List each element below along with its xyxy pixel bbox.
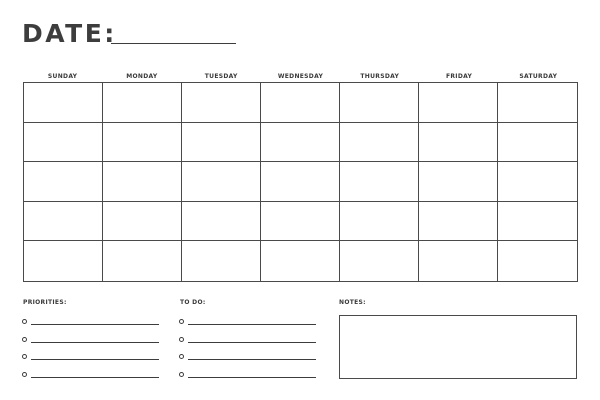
todo-item (179, 351, 319, 369)
priority-entry-line[interactable] (31, 377, 159, 378)
todo-entry-line[interactable] (188, 377, 316, 378)
weekday-header-wednesday: WEDNESDAY (277, 73, 324, 80)
calendar-day-cell[interactable] (24, 83, 103, 123)
calendar-day-cell[interactable] (498, 202, 577, 242)
circle-bullet-icon (22, 319, 27, 324)
calendar-day-cell[interactable] (261, 241, 340, 281)
calendar-day-cell[interactable] (182, 202, 261, 242)
calendar-day-cell[interactable] (261, 83, 340, 123)
calendar-day-cell[interactable] (340, 83, 419, 123)
calendar-day-cell[interactable] (24, 241, 103, 281)
calendar-day-cell[interactable] (103, 241, 182, 281)
calendar-day-cell[interactable] (182, 83, 261, 123)
circle-bullet-icon (179, 319, 184, 324)
circle-bullet-icon (179, 372, 184, 377)
calendar-day-cell[interactable] (498, 162, 577, 202)
priority-entry-line[interactable] (31, 324, 159, 325)
todo-entry-line[interactable] (188, 324, 316, 325)
calendar-day-cell[interactable] (419, 83, 498, 123)
calendar-day-cell[interactable] (24, 123, 103, 163)
calendar-day-cell[interactable] (103, 123, 182, 163)
calendar-day-cell[interactable] (419, 241, 498, 281)
notes-label: NOTES: (339, 299, 366, 306)
calendar-day-cell[interactable] (24, 162, 103, 202)
calendar-day-cell[interactable] (498, 83, 577, 123)
circle-bullet-icon (179, 354, 184, 359)
todo-item (179, 334, 319, 352)
calendar-day-cell[interactable] (340, 162, 419, 202)
calendar-day-cell[interactable] (261, 202, 340, 242)
todo-entry-line[interactable] (188, 359, 316, 360)
calendar-day-cell[interactable] (182, 162, 261, 202)
calendar-day-cell[interactable] (419, 123, 498, 163)
calendar-day-cell[interactable] (182, 123, 261, 163)
circle-bullet-icon (22, 354, 27, 359)
notes-box[interactable] (339, 315, 577, 379)
calendar-day-cell[interactable] (103, 202, 182, 242)
page-title: DATE: (22, 19, 117, 48)
calendar-day-cell[interactable] (103, 162, 182, 202)
weekday-header-tuesday: TUESDAY (204, 73, 238, 80)
calendar-day-cell[interactable] (182, 241, 261, 281)
calendar-day-cell[interactable] (498, 123, 577, 163)
todo-entry-line[interactable] (188, 342, 316, 343)
calendar-day-cell[interactable] (103, 83, 182, 123)
priority-entry-line[interactable] (31, 342, 159, 343)
calendar-day-cell[interactable] (340, 241, 419, 281)
priority-item (22, 351, 162, 369)
priority-item (22, 334, 162, 352)
circle-bullet-icon (179, 337, 184, 342)
todo-item (179, 316, 319, 334)
calendar-day-cell[interactable] (261, 162, 340, 202)
calendar-day-cell[interactable] (498, 241, 577, 281)
weekday-header-thursday: THURSDAY (360, 73, 400, 80)
priorities-list (22, 316, 162, 386)
priority-entry-line[interactable] (31, 359, 159, 360)
calendar-day-cell[interactable] (340, 202, 419, 242)
calendar-day-cell[interactable] (340, 123, 419, 163)
date-input-line[interactable] (111, 43, 236, 44)
calendar-day-cell[interactable] (24, 202, 103, 242)
todo-item (179, 369, 319, 387)
circle-bullet-icon (22, 337, 27, 342)
weekday-header-monday: MONDAY (126, 73, 158, 80)
calendar-day-cell[interactable] (419, 202, 498, 242)
calendar-grid (23, 82, 578, 282)
calendar-day-cell[interactable] (261, 123, 340, 163)
priority-item (22, 369, 162, 387)
priority-item (22, 316, 162, 334)
weekday-header-saturday: SATURDAY (519, 73, 558, 80)
weekday-header-friday: FRIDAY (445, 73, 473, 80)
weekday-header-sunday: SUNDAY (47, 73, 78, 80)
todo-list (179, 316, 319, 386)
circle-bullet-icon (22, 372, 27, 377)
priorities-label: PRIORITIES: (23, 299, 67, 306)
weekday-header-row (23, 72, 578, 82)
calendar-day-cell[interactable] (419, 162, 498, 202)
todo-label: TO DO: (180, 299, 206, 306)
